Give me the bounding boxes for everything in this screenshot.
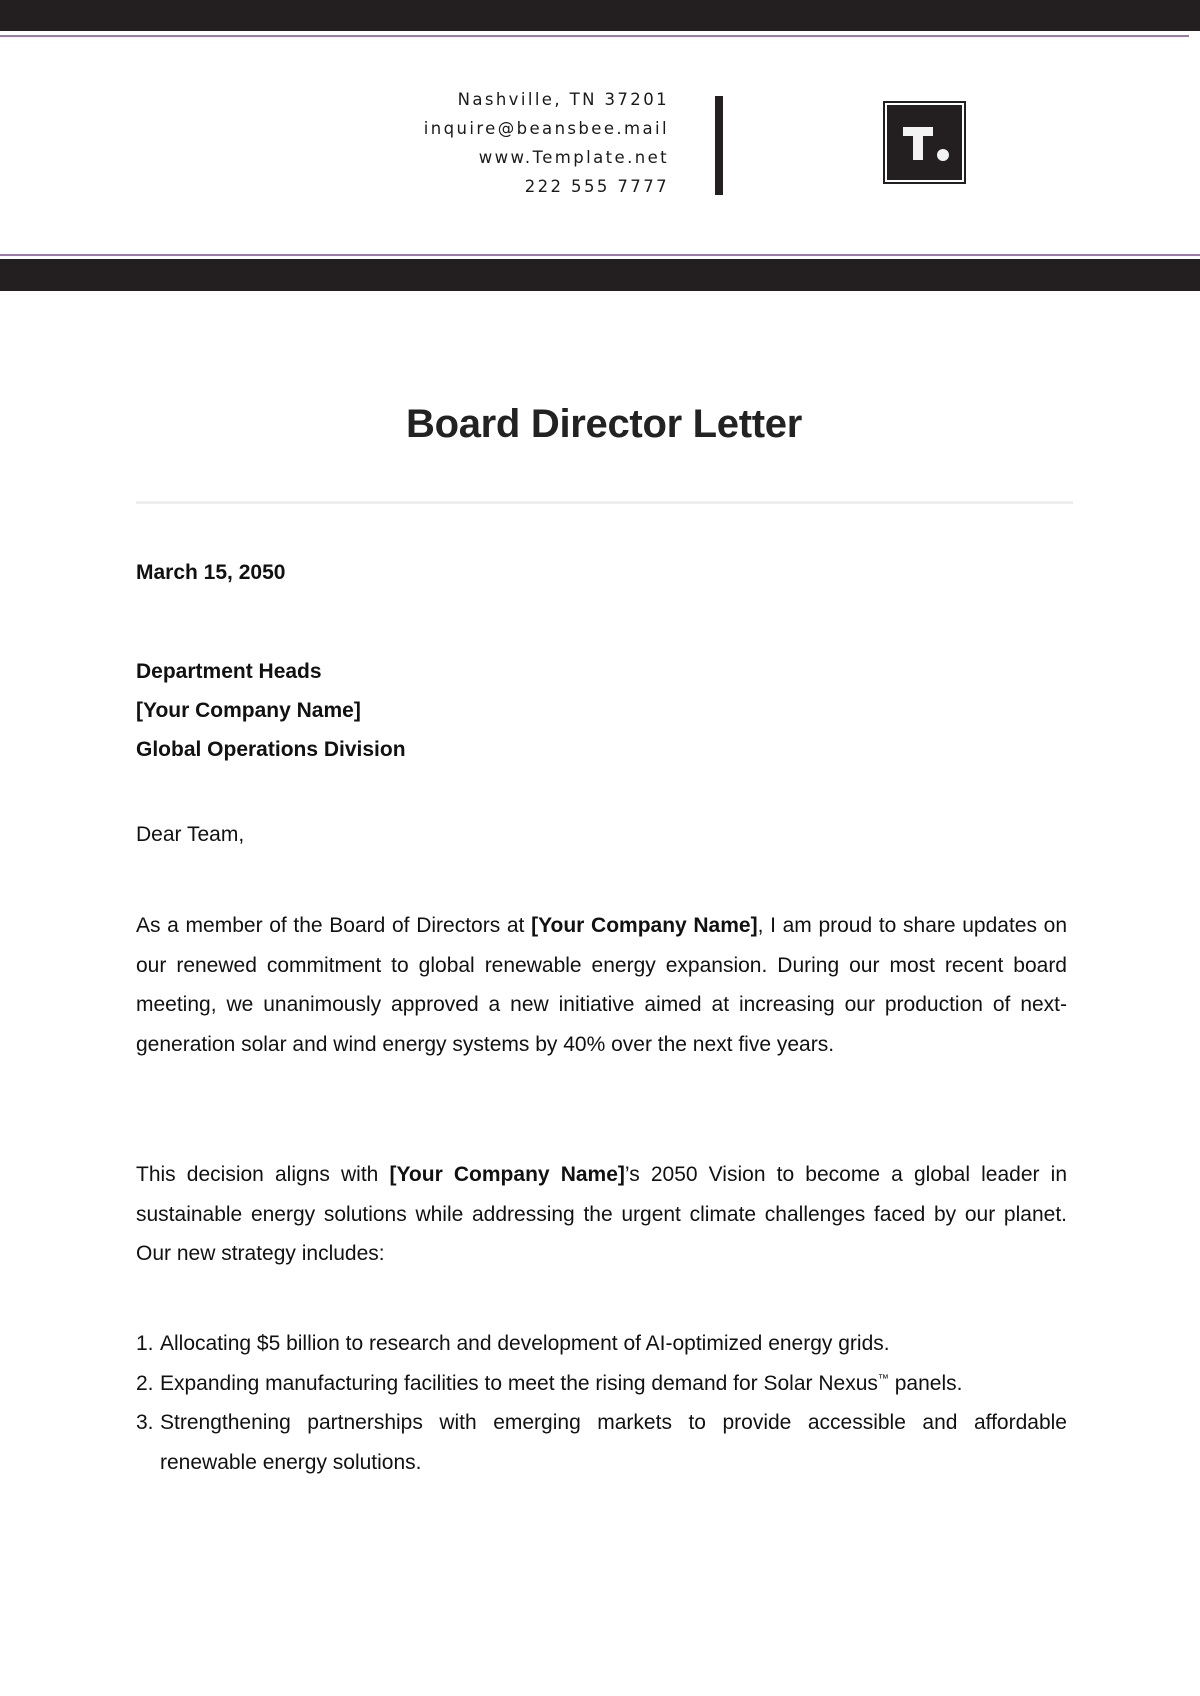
greeting: Dear Team, bbox=[136, 823, 245, 846]
contact-phone: 222 555 7777 bbox=[524, 177, 669, 196]
header-bottom-band bbox=[0, 259, 1200, 291]
paragraph-1: As a member of the Board of Directors at [Your Company Name], I am proud to share updates on our renewed commitment to global renewable energy expansion. During our most recent board meeting, we unanimously approved a new initiative aimed at increasing our production of next-generation solar and wind energy systems by 40% over the next five years. bbox=[136, 914, 1067, 1056]
document-title: Board Director Letter bbox=[405, 402, 802, 446]
header-bottom-accent-line bbox=[0, 254, 1200, 256]
header-vertical-divider bbox=[715, 96, 723, 195]
list-item: 1. Allocating $5 billion to research and development of AI-optimized energy grids. bbox=[136, 1332, 890, 1355]
list-item: 2. Expanding manufacturing facilities to meet the rising demand for Solar Nexus™ panels. bbox=[136, 1371, 963, 1395]
contact-website: www.Template.net bbox=[478, 148, 669, 167]
recipient-line: Department Heads bbox=[136, 660, 322, 683]
contact-block bbox=[424, 85, 669, 201]
paragraph-2: This decision aligns with [Your Company Name]’s 2050 Vision to become a global leader in sustainable energy solutions while addressing the urgent climate challenges faced by our planet. Our new strategy includes: bbox=[136, 1163, 1067, 1265]
recipient-line: [Your Company Name] bbox=[136, 699, 361, 722]
contact-address: Nashville, TN 37201 bbox=[457, 90, 669, 109]
list-item: 3. Strengthening partnerships with emerging markets to provide accessible and affordable renewable energy solutions. bbox=[136, 1411, 1067, 1474]
strategy-list bbox=[136, 1324, 1067, 1482]
logo-t-icon bbox=[887, 105, 962, 180]
title-rule bbox=[136, 501, 1073, 504]
header-top-band bbox=[0, 0, 1200, 31]
recipient-block bbox=[136, 652, 1067, 769]
letter-date: March 15, 2050 bbox=[136, 561, 286, 584]
company-logo bbox=[883, 101, 966, 184]
header-top-accent-line bbox=[0, 35, 1189, 37]
company-name-placeholder: [Your Company Name] bbox=[389, 1163, 625, 1186]
company-name-placeholder: [Your Company Name] bbox=[531, 914, 758, 937]
contact-email: inquire@beansbee.mail bbox=[423, 119, 669, 138]
recipient-line: Global Operations Division bbox=[136, 738, 406, 761]
trademark-symbol: ™ bbox=[877, 1372, 889, 1385]
